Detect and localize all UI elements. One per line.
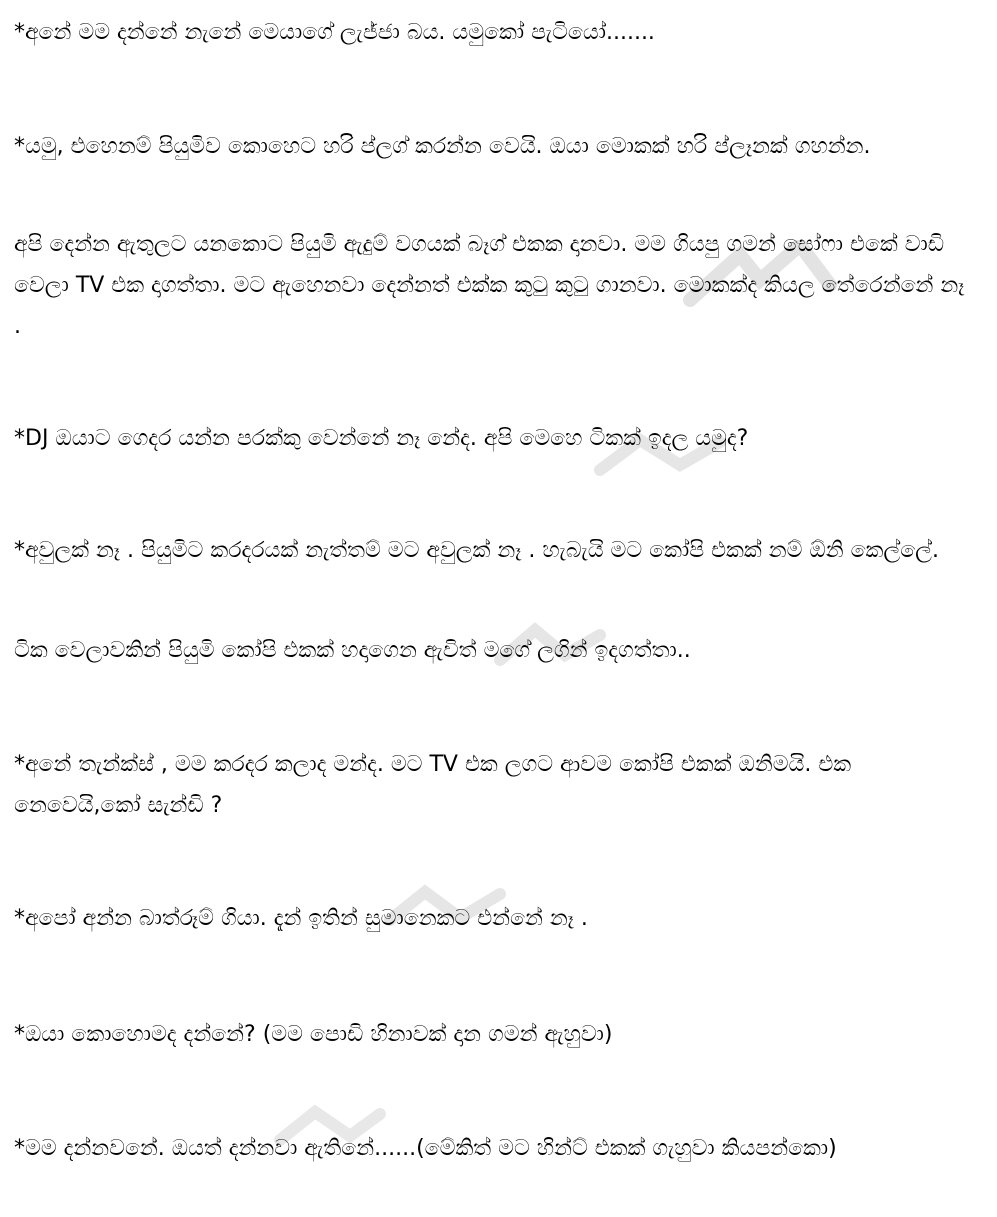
paragraph-4: *DJ ඔයාට ගෙදර යන්න පරක්කු වෙන්නේ නෑ නේද. අපි මෙහෙ ටිකක් ඉදල යමුද? — [14, 426, 749, 451]
paragraph-8: *අපෝ අන්න බාත්රූම් ගියා. දැන් ඉතින් සුමානෙකට එන්නේ නෑ . — [14, 906, 588, 931]
paragraph-3: අපි දෙන්න ඇතුලට යනකොට පියුමි ඇදුම් වගයක් බෑග් එකක දානවා. මම ගියපු ගමන් සෝෆා එකේ වාඩි වෙලා TV එක දාගත්තා. මට ඇහෙනවා දෙන්නත් එක්ක කුටු කුටු ගානවා. මොකක්ද කියල තේරෙන්නේ නෑ . — [14, 232, 965, 339]
paragraph-6: ටික වෙලාවකින් පියුමි කෝපි එකක් හදාගෙන ඇවිත් මගේ ලගින් ඉදගත්තා.. — [14, 638, 691, 663]
paragraph-2: *යමු, එහෙනම් පියුමිව කොහෙට හරි ප්ලග් කරන්න වෙයි. ඔයා මොකක් හරි ප්ලෑනක් ගහන්න. — [14, 134, 871, 159]
paragraph-5: *අවුලක් නෑ . පියුමිට කරදරයක් නැත්තම් මට අවුලක් නෑ . හැබැයි මට කෝපි එකක් නම් ඕනි කෙල්ලේ. — [14, 538, 939, 563]
paragraph-9: *ඔයා කොහොමද දන්නේ? (මම පොඩි හිනාවක් දාන ගමන් ඇහුවා) — [14, 1022, 613, 1047]
paragraph-1: *අනේ මම දන්නේ නැනේ මෙයාගේ ලැජ්ජා බය. යමුකෝ පැටියෝ....... — [14, 20, 655, 45]
paragraph-10: *මම දන්නවනේ. ඔයත් දන්නවා ඇතිනේ......(මේකිත් මට හින්ට් එකක් ගැහුවා කියපන්කො) — [14, 1136, 837, 1161]
paragraph-7: *අනේ තැන්ක්ස් , මම කරදර කලාද මන්ද. මට TV එක ලගට ආවම කෝපි එකක් ඔනිමයි. එක නෙවෙයි,කෝ සැන්ඩි ? — [14, 752, 852, 818]
